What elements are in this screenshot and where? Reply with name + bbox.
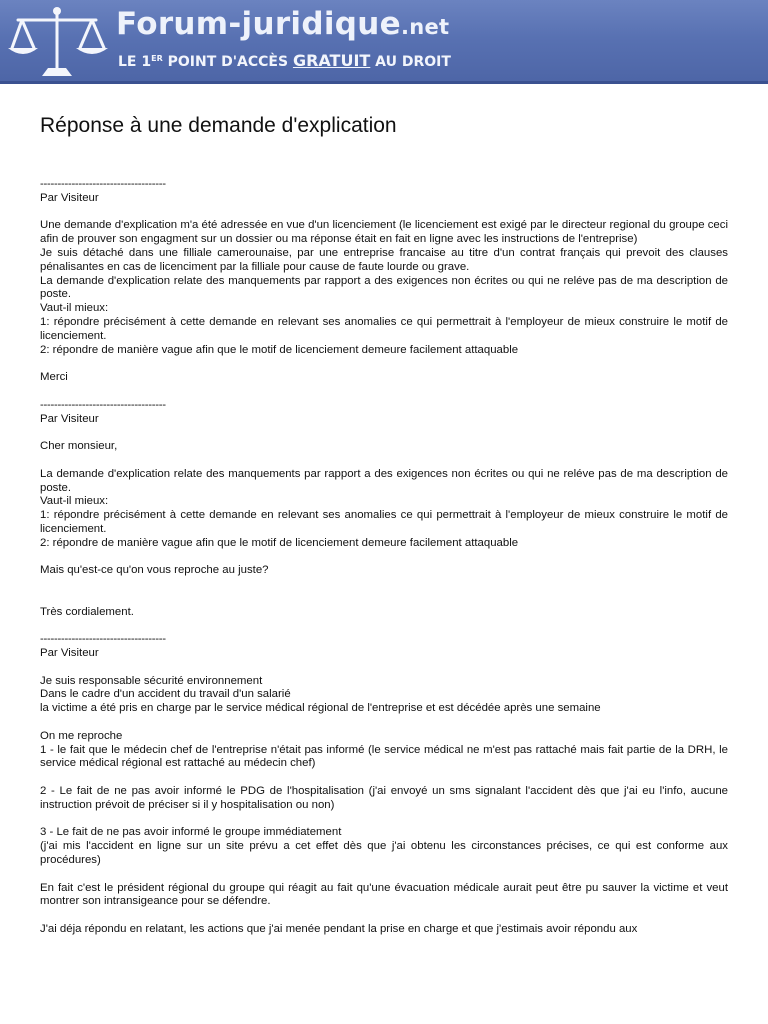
blank-line <box>40 357 728 371</box>
text-line: Je suis responsable sécurité environnement <box>40 674 263 687</box>
text-line: On me reproche <box>40 729 123 742</box>
tagline-free: GRATUIT <box>292 51 371 70</box>
post-separator: ------------------------------------ <box>40 398 166 411</box>
text-line: 1: répondre précisément à cette demande en relevant ses anomalies ce qui permettrait à l'employeur de mieux construire le motif de licenciement. <box>40 315 728 342</box>
blank-line <box>40 454 728 468</box>
blank-line <box>40 813 728 827</box>
tagline-part: POINT D'ACCÈS <box>162 54 293 70</box>
text-line: 3 - Le fait de ne pas avoir informé le groupe immédiatement <box>40 826 342 839</box>
text-line: Une demande d'explication m'a été adressée en vue d'un licenciement (le licenciement est exigé par le directeur regional du groupe ceci afin de prouver son engagment sur un dossier ou ma réponse était en fait en ligne avec les instructions de l'entreprise) <box>40 219 728 246</box>
text-line: 2: répondre de manière vague afin que le motif de licenciement demeure facilement attaquable <box>40 343 519 356</box>
text-line: 2: répondre de manière vague afin que le motif de licenciement demeure facilement attaquable <box>40 536 519 549</box>
text-line: (j'ai mis l'accident en ligne sur un site prévu a cet effet dès que j'ai obtenu les circonstances précises, ce qui est conforme aux procédures) <box>40 840 728 867</box>
document-body <box>40 178 728 937</box>
text-line: La demande d'explication relate des manquements par rapport a des exigences non écrites ou qui ne reléve pas de ma description de poste. <box>40 274 728 301</box>
text-line: la victime a été pris en charge par le service médical régional de l'entreprise et est décédée après une semaine <box>40 702 601 715</box>
page-title: Réponse à une demande d'explication <box>40 114 397 137</box>
header-divider <box>0 81 768 84</box>
blank-line <box>40 620 728 634</box>
text-line: Vaut-il mieux: <box>40 302 109 315</box>
scales-of-justice-icon <box>4 2 110 80</box>
tagline-part: LE 1 <box>118 54 152 70</box>
tagline-part: AU DROIT <box>370 54 451 70</box>
blank-line <box>40 909 728 923</box>
blank-line <box>40 771 728 785</box>
text-line: Mais qu'est-ce qu'on vous reproche au juste? <box>40 564 269 577</box>
site-header <box>0 0 768 84</box>
text-line: J'ai déja répondu en relatant, les actions que j'ai menée pendant la prise en charge et que j'estimais avoir répondu aux <box>40 923 638 936</box>
blank-line <box>40 426 728 440</box>
blank-line <box>40 385 728 399</box>
text-line: Cher monsieur, <box>40 440 118 453</box>
text-line: Par Visiteur <box>40 647 99 660</box>
brand-name: Forum-juridique <box>116 6 401 42</box>
text-line: Vaut-il mieux: <box>40 495 109 508</box>
text-line: Dans le cadre d'un accident du travail d'un salarié <box>40 688 291 701</box>
blank-line <box>40 551 728 565</box>
text-line: Par Visiteur <box>40 412 99 425</box>
blank-line <box>40 206 728 220</box>
blank-line <box>40 868 728 882</box>
blank-line <box>40 661 728 675</box>
text-line: La demande d'explication relate des manquements par rapport a des exigences non écrites ou qui ne reléve pas de ma description de poste. <box>40 467 728 494</box>
text-line: En fait c'est le président régional du groupe qui réagit au fait qu'une évacuation médicale aurait peut être pu sauver la victime et veut montrer son intransigeance pour se défendre. <box>40 881 728 908</box>
blank-line <box>40 578 728 592</box>
text-line: Très cordialement. <box>40 605 134 618</box>
text-line: 1: répondre précisément à cette demande en relevant ses anomalies ce qui permettrait à l'employeur de mieux construire le motif de licenciement. <box>40 509 728 535</box>
text-line: Merci <box>40 371 68 384</box>
text-line: 2 - Le fait de ne pas avoir informé le PDG de l'hospitalisation (j'ai envoyé un sms signalant l'accident dès que j'ai eu l'info, aucune instruction prévoit de préciser si il y hospitalisation ou non) <box>40 785 728 811</box>
text-line: Je suis détaché dans une filliale camerounaise, par une entreprise francaise au titre d'un contrat français qui prevoit des clauses pénalisantes en cas de licenciment par la filliale pour cause de faute lourde ou grave. <box>40 246 728 273</box>
blank-line <box>40 592 728 606</box>
text-line: Par Visiteur <box>40 191 99 204</box>
site-brand[interactable] <box>116 6 449 45</box>
post-separator: ------------------------------------ <box>40 633 166 646</box>
post-separator: ------------------------------------ <box>40 178 166 190</box>
blank-line <box>40 716 728 730</box>
brand-tld: .net <box>400 15 450 39</box>
tagline-superscript: ER <box>151 54 163 63</box>
text-line: 1 - le fait que le médecin chef de l'entreprise n'était pas informé (le service médical ne m'est pas rattaché mais fait partie de la DRH, le service médical régional est rattaché au médecin chef) <box>40 743 728 770</box>
site-tagline <box>118 50 451 71</box>
